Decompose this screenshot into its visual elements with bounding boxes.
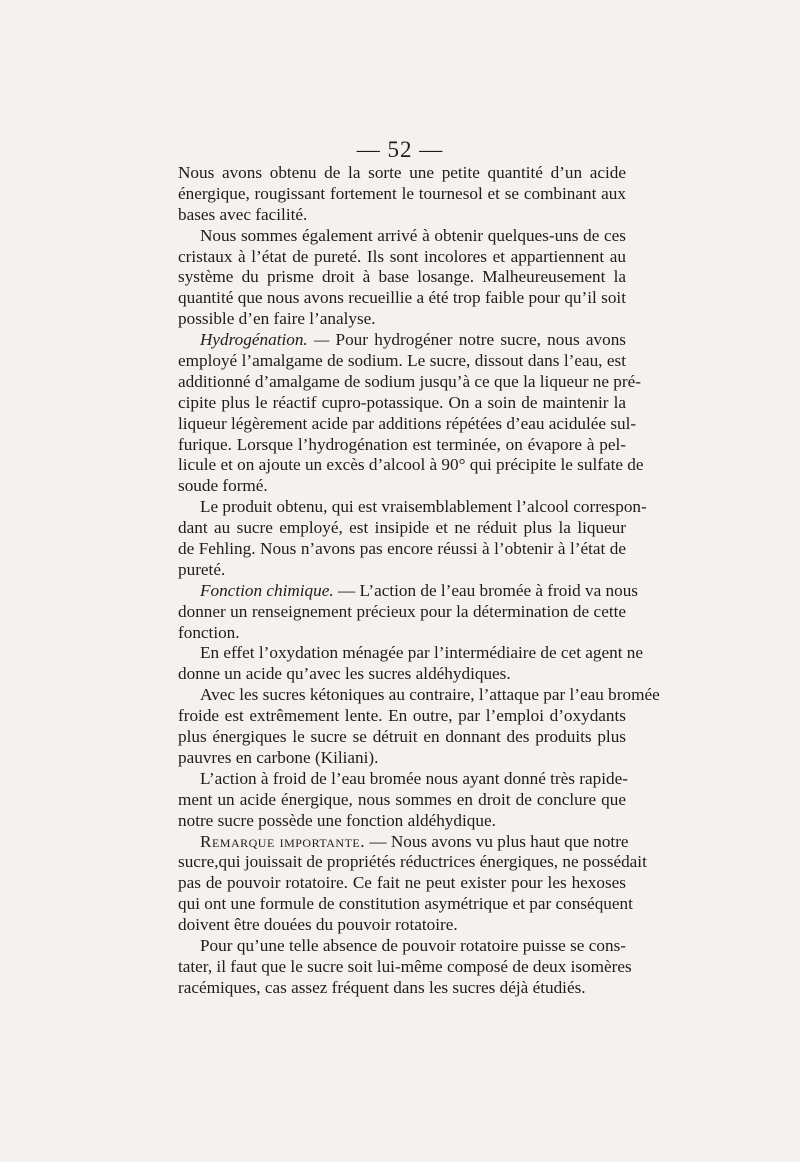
text-line: racémiques, cas assez fréquent dans les sucres déjà étudiés. (178, 977, 586, 997)
text-line: plus énergiques le sucre se détruit en donnant des produits plus (178, 727, 626, 747)
section-heading-hydrogenation: Hydrogénation. — (200, 330, 330, 350)
text-line: ment un acide énergique, nous sommes en droit de conclure que (178, 789, 626, 809)
text-line: tater, il faut que le sucre soit lui-même composé de deux isomères (178, 956, 632, 976)
text-segment: Pour hydrogéner notre sucre, nous avons (329, 330, 626, 350)
text-segment: — Nous avons vu plus haut que notre (365, 831, 629, 851)
text-line: bases avec facilité. (178, 204, 308, 224)
text-line: Le produit obtenu, qui est vraisemblablement l’alcool correspon- (200, 497, 647, 517)
text-line: pauvres en carbone (Kiliani). (178, 747, 379, 767)
text-line: système du prisme droit à base losange. Malheureusement la (178, 267, 626, 287)
section-heading-line (178, 330, 626, 351)
text-line: doivent être douées du pouvoir rotatoire. (178, 915, 458, 935)
text-line: cipite plus le réactif cupro-potassique. On a soin de maintenir la (178, 392, 626, 412)
text-segment: — L’action de l’eau bromée à froid va nous (333, 580, 638, 600)
section-heading-remarque: Remarque importante. (200, 831, 366, 851)
text-line: furique. Lorsque l’hydrogénation est terminée, on évapore à pel- (178, 434, 626, 454)
text-line: de Fehling. Nous n’avons pas encore réussi à l’obtenir à l’état de (178, 539, 626, 559)
text-line: employé l’amalgame de sodium. Le sucre, dissout dans l’eau, est (178, 351, 626, 371)
text-line: Nous avons obtenu de la sorte une petite quantité d’un acide (178, 163, 626, 182)
text-line: cristaux à l’état de pureté. Ils sont incolores et appartiennent au (178, 246, 626, 266)
text-line: licule et on ajoute un excès d’alcool à 90° qui précipite le sulfate de (178, 455, 644, 475)
text-line: énergique, rougissant fortement le tournesol et se combinant aux (178, 183, 626, 203)
text-line: pureté. (178, 559, 226, 579)
text-line: donne un acide qu’avec les sucres aldéhydiques. (178, 664, 511, 684)
text-line: quantité que nous avons recueillie a été trop faible pour qu’il soit (178, 288, 626, 308)
text-line: fonction. (178, 622, 240, 642)
text-line: Nous sommes également arrivé à obtenir quelques-uns de ces (200, 225, 626, 245)
section-heading-line (178, 580, 638, 602)
text-line: Pour qu’une telle absence de pouvoir rotatoire puisse se cons- (200, 935, 626, 955)
text-line: En effet l’oxydation ménagée par l’intermédiaire de cet agent ne (200, 643, 644, 663)
text-line: pas de pouvoir rotatoire. Ce fait ne peut exister pour les hexoses (178, 873, 626, 893)
text-line: dant au sucre employé, est insipide et ne réduit plus la liqueur (178, 518, 626, 538)
text-line: L’action à froid de l’eau bromée nous ayant donné très rapide- (200, 768, 628, 788)
text-line: notre sucre possède une fonction aldéhydique. (178, 810, 496, 830)
section-heading-fonction-chimique: Fonction chimique. (200, 580, 334, 600)
text-line: additionné d’amalgame de sodium jusqu’à ce que la liqueur ne pré- (178, 371, 641, 391)
text-line: sucre,qui jouissait de propriétés réductrices énergiques, ne possédait (178, 852, 647, 872)
body-text (178, 163, 660, 999)
text-line: possible d’en faire l’analyse. (178, 309, 376, 329)
text-line: donner un renseignement précieux pour la détermination de cette (178, 601, 626, 621)
page-number: — 52 — (356, 137, 444, 162)
text-line: Avec les sucres kétoniques au contraire, l’attaque par l’eau bromée (200, 685, 660, 705)
text-line: qui ont une formule de constitution asymétrique et par conséquent (178, 894, 633, 914)
section-heading-line (178, 831, 629, 853)
text-line: froide est extrêmement lente. En outre, par l’emploi d’oxydants (178, 706, 626, 726)
text-line: liqueur légèrement acide par additions répétées d’eau acidulée sul- (178, 413, 637, 433)
text-line: soude formé. (178, 476, 268, 496)
